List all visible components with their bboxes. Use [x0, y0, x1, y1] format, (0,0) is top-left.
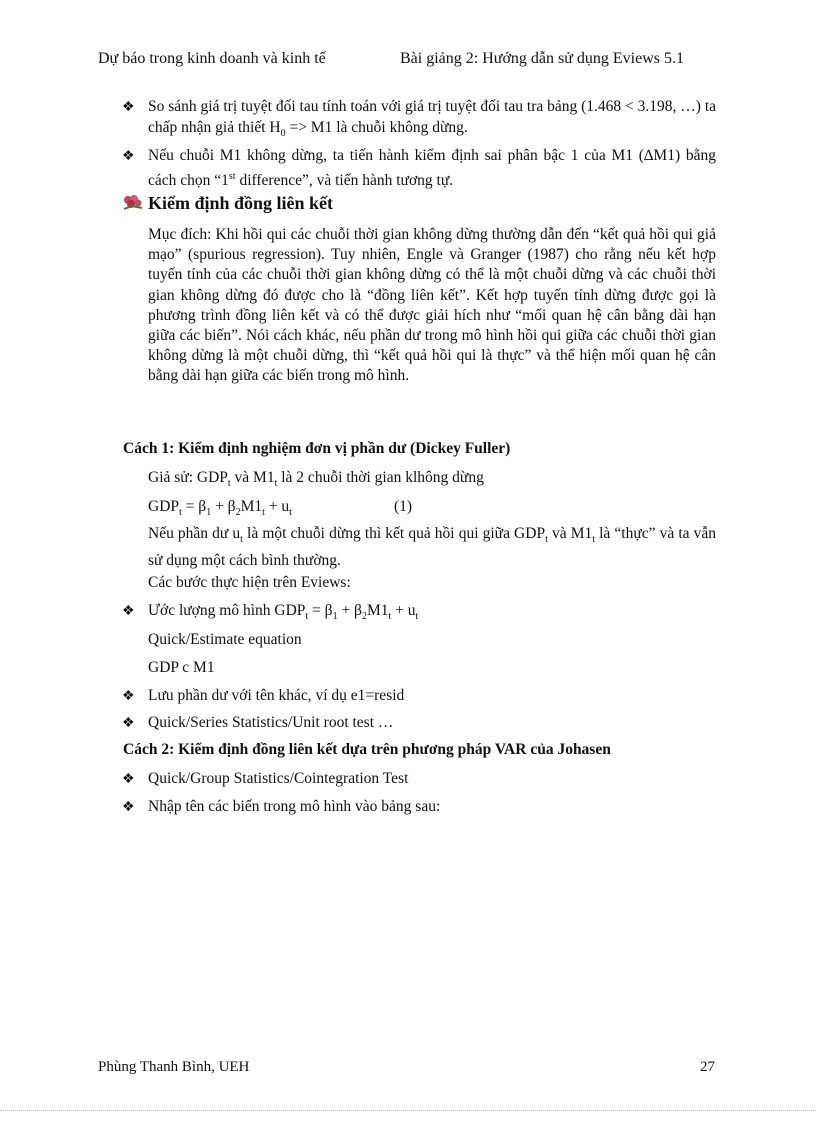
bullet-unit-root: Quick/Series Statistics/Unit root test … [148, 714, 394, 731]
flower-icon [122, 194, 144, 210]
bullet-estimate-model: Ước lượng mô hình $GDP_t = \beta_1 + \beta_2M1_t + u_t$ [148, 602, 419, 623]
section-title: Kiểm định đồng liên kết [148, 193, 334, 213]
page-bottom-divider [0, 1110, 816, 1111]
bullet-save-residual: Lưu phần dư với tên khác, ví dụ e1=resid [148, 687, 405, 704]
bullet-enter-variables: Nhập tên các biến trong mô hình vào bảng sau: [148, 798, 441, 815]
command-gdp-c-m1: GDP c M1 [148, 659, 215, 676]
section-paragraph: Mục đích: Khi hồi qui các chuỗi thời gian không dừng thường dẫn đến “kết quả hồi qui giả mạo” (spurious regression). Tuy nhiên, Engle và Granger (1987) cho rằng nếu kết hợp tuyến tính của các chuỗi thời gian không dừng có thể là một chuỗi dừng và các chuỗi thời gian không dừng đó được cho là “đồng liên kết”. Kết hợp tuyến tính dừng được gọi là phương trình đồng liên kết và có thể được giải hích như “mối quan hệ cân bằng dài hạn giữa các biến”. Nói cách khác, nếu phần dư trong mô hình hồi qui giữa các chuỗi thời gian không dừng là một chuỗi dừng, thì “kết quả hồi qui là thực” và thể hiện mối quan hệ cân bằng dài hạn giữa các biến trong mô hình. [148, 226, 716, 385]
header-right: Bài giảng 2: Hướng dẫn sử dụng Eviews 5.1 [400, 50, 684, 67]
equation-1: $GDP_t = \beta_1 + \beta_2M1_t + u_t$ [148, 498, 292, 519]
residual-explanation: Nếu phần dư $u_t$ là một chuỗi dừng thì kết quả hồi qui giữa $GDP_t$ và $M1_t$ là “thực” và ta vẫn sử dụng một cách bình thường. [148, 525, 716, 570]
diamond-bullet-icon: ❖ [122, 689, 135, 704]
assumption-line: Giả sử: $GDP_t$ và $M1_t$ là 2 chuỗi thời gian klhông dừng [148, 469, 484, 490]
bullet-cointegration-test: Quick/Group Statistics/Cointegration Test [148, 770, 409, 787]
equation-number: (1) [394, 498, 413, 515]
bullet-compare-tau: So sánh giá trị tuyệt đối tau tính toán với giá trị tuyệt đối tau tra bảng (1.468 < 3.198, …) ta chấp nhận giả thiết $H_0 => M1$ là chuỗi không dừng. [148, 98, 716, 140]
header-left: Dự báo trong kinh doanh và kinh tế [98, 50, 326, 67]
diamond-bullet-icon: ❖ [122, 800, 135, 815]
diamond-bullet-icon: ❖ [122, 772, 135, 787]
method2-title: Cách 2: Kiểm định đồng liên kết dựa trên phương pháp VAR của Johasen [123, 741, 611, 758]
bullet-first-difference: Nếu chuỗi M1 không dừng, ta tiến hành kiểm định sai phân bậc 1 của M1 (∆M1) bằng cách chọn “1st difference”, và tiến hành tương tự. [148, 147, 716, 190]
menu-path-estimate: Quick/Estimate equation [148, 631, 302, 648]
method1-title: Cách 1: Kiểm định nghiệm đơn vị phần dư (Dickey Fuller) [123, 440, 511, 457]
footer-author: Phùng Thanh Bình, UEH [98, 1059, 250, 1075]
diamond-bullet-icon: ❖ [122, 716, 135, 731]
diamond-bullet-icon: ❖ [122, 604, 135, 619]
page-number: 27 [700, 1059, 715, 1075]
diamond-bullet-icon: ❖ [122, 149, 135, 164]
diamond-bullet-icon: ❖ [122, 100, 135, 115]
steps-intro: Các bước thực hiện trên Eviews: [148, 574, 351, 591]
